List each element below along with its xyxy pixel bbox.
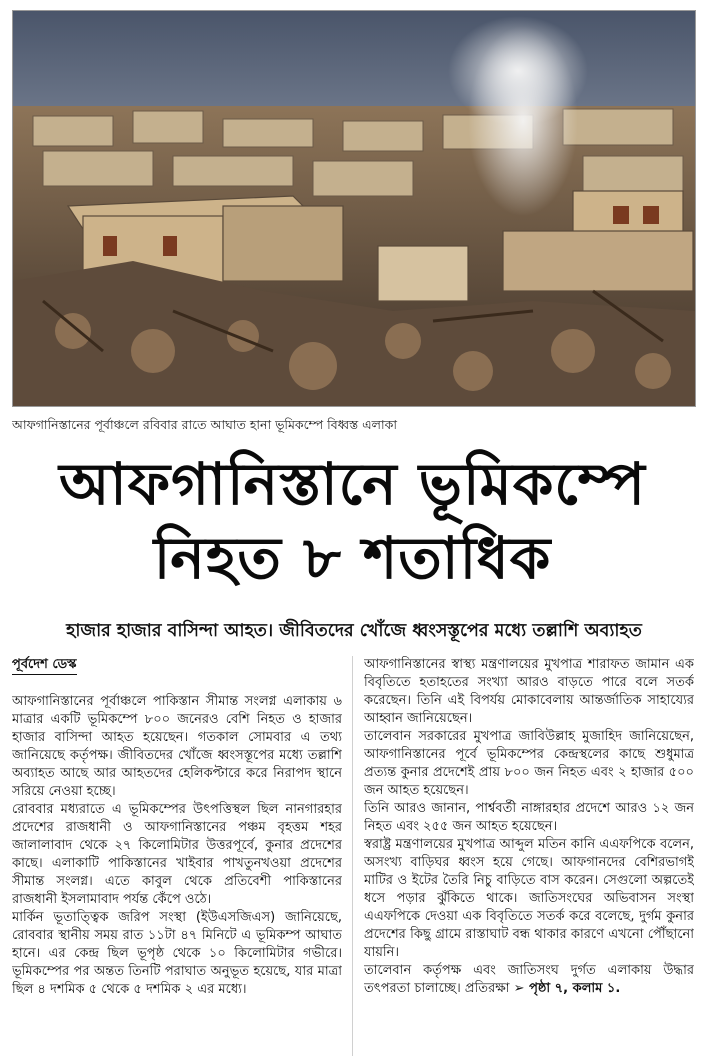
headline-line-2: নিহত ৮ শতাধিক [153,524,552,592]
continued-on-link[interactable]: ➢ পৃষ্ঠা ৭, কলাম ১. [513,981,621,996]
paragraph: তালেবান সরকারের মুখপাত্র জাবিউল্লাহ মুজাহিদ জানিয়েছেন, আফগানিস্তানের পূর্বে ভূমিকম্পের কেন্দ্রস্থলের কাছে শুধুমাত্র প্রত্যন্ত কুনার প্রদেশেই প্রায় ৮০০ জন নিহত এবং ২ হাজার ৫০০ জন আহত হয়েছেন। [364,729,694,798]
byline: পূর্বদেশ ডেস্ক [12,656,77,675]
column-divider [352,656,353,1056]
earthquake-rubble-photo-icon [13,11,695,406]
paragraph: স্বরাষ্ট্র মন্ত্রণালয়ের মুখপাত্র আব্দুল মতিন কানি এএফপিকে বলেন, অসংখ্য বাড়িঘর ধ্বংস হয়ে গেছে। আফগানদের বেশিরভাগই মাটির ও ইটের তৈরি নিচু বাড়িতে বাস করেন। সেগুলো অল্পতেই ধসে পড়ার ঝুঁকিতে থাকে। জাতিসংঘের অভিবাসন সংস্থা এএফপিকে দেওয়া এক বিবৃতিতে সতর্ক করে বলেছে, দুর্গম কুনার প্রদেশের কিছু গ্রামে রাস্তাঘাট বন্ধ থাকার কারণে এখনো পৌঁছানো যায়নি। [364,837,694,960]
paragraph: আফগানিস্তানের পূর্বাঞ্চলে পাকিস্তান সীমান্ত সংলগ্ন এলাকায় ৬ মাত্রার একটি ভূমিকম্পে ৮০০ জনেরও বেশি নিহত ও হাজার হাজার বাসিন্দা আহত হয়েছেন। গতকাল সোমবার এ তথ্য জানিয়েছে কর্তৃপক্ষ। জীবিতদের খোঁজে ধ্বংসস্তূপের মধ্যে তল্লাশি অব্যাহত আছে আর আহতদের হেলিকপ্টারে করে নিরাপদ স্থানে সরিয়ে নেওয়া হচ্ছে। [12,694,342,799]
article-column-right [364,656,694,1056]
headline-line-1: আফগানিস্তানে ভূমিকম্পে [59,450,646,518]
headline [0,447,705,595]
earthquake-photo [12,10,696,407]
paragraph: তিনি আরও জানান, পার্শ্ববর্তী নাঙ্গারহার প্রদেশে আরও ১২ জন নিহত এবং ২৫৫ জন আহত হয়েছেন। [364,801,694,834]
article-column-left [12,656,342,1056]
photo-caption: আফগানিস্তানের পূর্বাঞ্চলে রবিবার রাতে আঘাত হানা ভূমিকম্পে বিধ্বস্ত এলাকা [12,417,397,432]
paragraph: আফগানিস্তানের স্বাস্থ্য মন্ত্রণালয়ের মুখপাত্র শারাফত জামান এক বিবৃতিতে হতাহতের সংখ্যা আরও বাড়তে পারে বলে সতর্ক করেছেন। তিনি এই বিপর্যয় মোকাবেলায় আন্তর্জাতিক সাহায্যের আহ্বান জানিয়েছেন। [364,657,694,726]
paragraph: রোববার মধ্যরাতে এ ভূমিকম্পের উৎপত্তিস্থল ছিল নানগারহার প্রদেশের রাজধানী ও আফগানিস্তানের পঞ্চম বৃহত্তম শহর জালালাবাদ থেকে ২৭ কিলোমিটার উত্তরপূর্বে, কুনার প্রদেশের কাছে। এলাকাটি পাকিস্তানের খাইবার পাখতুনখওয়া প্রদেশের সীমান্ত সংলগ্ন। এতে কাবুল থেকে প্রতিবেশী পাকিস্তানের রাজধানী ইসলামাবাদ পর্যন্ত কেঁপে ওঠে। [12,802,342,907]
paragraph-last [364,962,694,998]
paragraph: মার্কিন ভূতাত্ত্বিক জরিপ সংস্থা (ইউএসজিএস) জানিয়েছে, রোববার স্থানীয় সময় রাত ১১টা ৪৭ মিনিটে এ ভূমিকম্প আঘাত হানে। এর কেন্দ্র ছিল ভূপৃষ্ঠ থেকে ১০ কিলোমিটার গভীরে। ভূমিকম্পের পর অন্তত তিনটি পরাঘাত অনুভূত হয়েছে, যার মাত্রা ছিল ৪ দশমিক ৫ থেকে ৫ দশমিক ২ এর মধ্যে। [12,910,342,997]
subheadline: হাজার হাজার বাসিন্দা আহত। জীবিতদের খোঁজে ধ্বংসস্তূপের মধ্যে তল্লাশি অব্যাহত [66,621,642,641]
paragraph-last-text: তালেবান কর্তৃপক্ষ এবং জাতিসংঘ দুর্গত এলাকায় উদ্ধার তৎপরতা চালাচ্ছে। প্রতিরক্ষা [364,963,694,996]
